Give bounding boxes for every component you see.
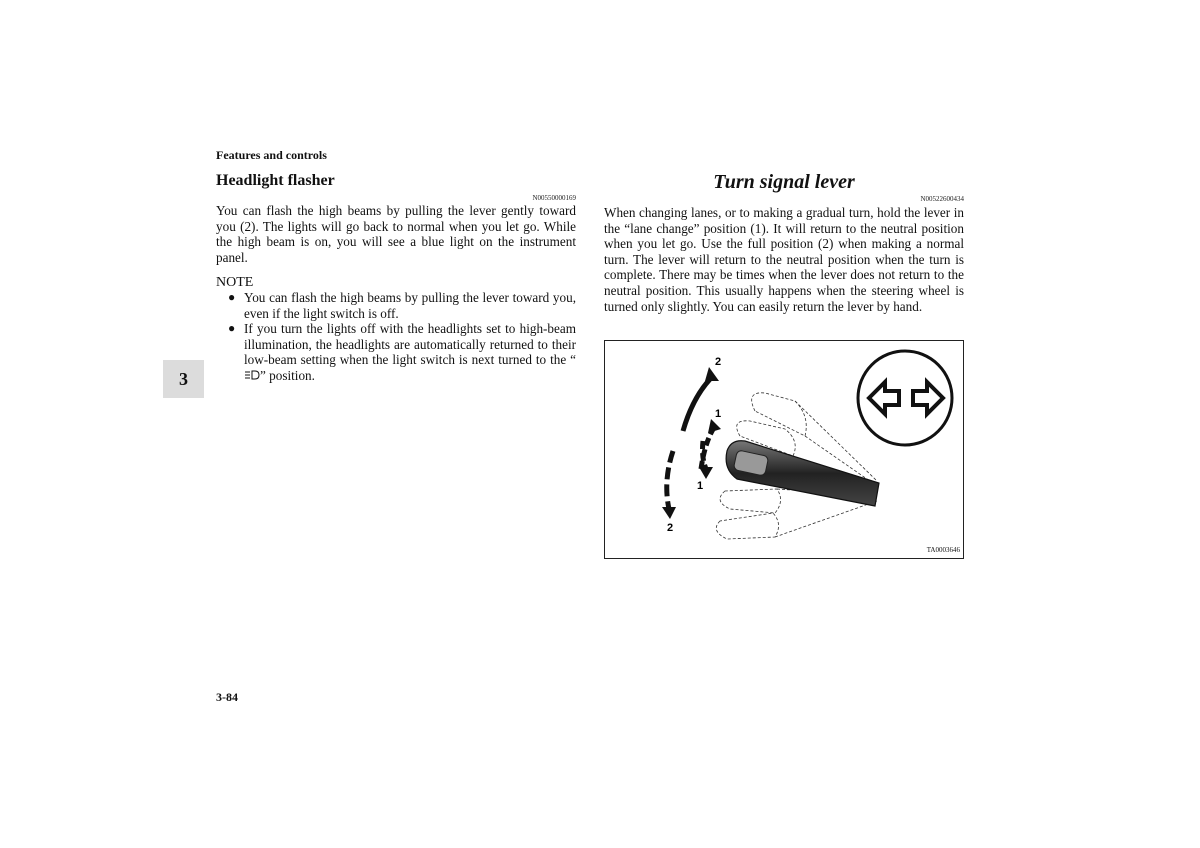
note-item [228, 321, 576, 383]
note-item-text-before: If you turn the lights off with the headlights set to high-beam illumination, the headlights are automatically returned to their low-beam setting when the light switch is next turned to the “ [244, 321, 576, 368]
headlight-flasher-heading: Headlight flasher [216, 172, 335, 189]
headlight-flasher-paragraph: You can flash the high beams by pulling the lever gently toward you (2). The lights will go back to normal when you let go. While the high beam is on, you will see a blue light on the instrument panel. [216, 203, 576, 265]
turn-signal-heading: Turn signal lever [713, 171, 855, 193]
lane-change-up-arrowhead [708, 419, 721, 433]
note-label: NOTE [216, 275, 254, 290]
label-full-up: 2 [715, 356, 722, 368]
full-turn-up-arrowhead [705, 367, 719, 381]
page-number: 3-84 [216, 690, 238, 704]
note-item-text-after: ” position. [260, 367, 315, 383]
label-lane-up: 1 [715, 408, 722, 420]
full-turn-down-arrowhead [662, 507, 676, 519]
turn-signal-code: N00522600434 [920, 195, 964, 203]
note-list [228, 290, 576, 384]
headlamp-icon [244, 370, 260, 380]
headlight-flasher-code: N00550000169 [532, 194, 576, 202]
full-turn-up-arrow [683, 376, 713, 431]
turn-signal-paragraph: When changing lanes, or to making a gradual turn, hold the lever in the “lane change” position (1). It will return to the neutral position when you let go. Use the full position (2) when making a normal turn. The lever will return to the neutral position when the turn is complete. There may be times when the lever does not return to the neutral position. This usually happens when the steering wheel is turned only slightly. You can easily return the lever by hand. [604, 205, 964, 314]
section-header: Features and controls [216, 148, 327, 162]
bullet-icon: ● [228, 290, 236, 304]
chapter-tab: 3 [163, 360, 204, 398]
label-lane-down: 1 [697, 480, 704, 492]
lane-change-down-arrowhead [699, 467, 713, 479]
note-item-text: You can flash the high beams by pulling the lever toward you, even if the light switch is off. [244, 290, 576, 321]
turn-signal-lever [726, 441, 879, 506]
bullet-icon: ● [228, 321, 236, 336]
label-full-down: 2 [667, 522, 674, 534]
turn-signal-figure [604, 340, 964, 559]
turn-signal-illustration [605, 341, 963, 558]
figure-code: TA0003646 [926, 546, 960, 554]
note-item [228, 290, 576, 321]
full-turn-down-arrow [667, 451, 673, 509]
